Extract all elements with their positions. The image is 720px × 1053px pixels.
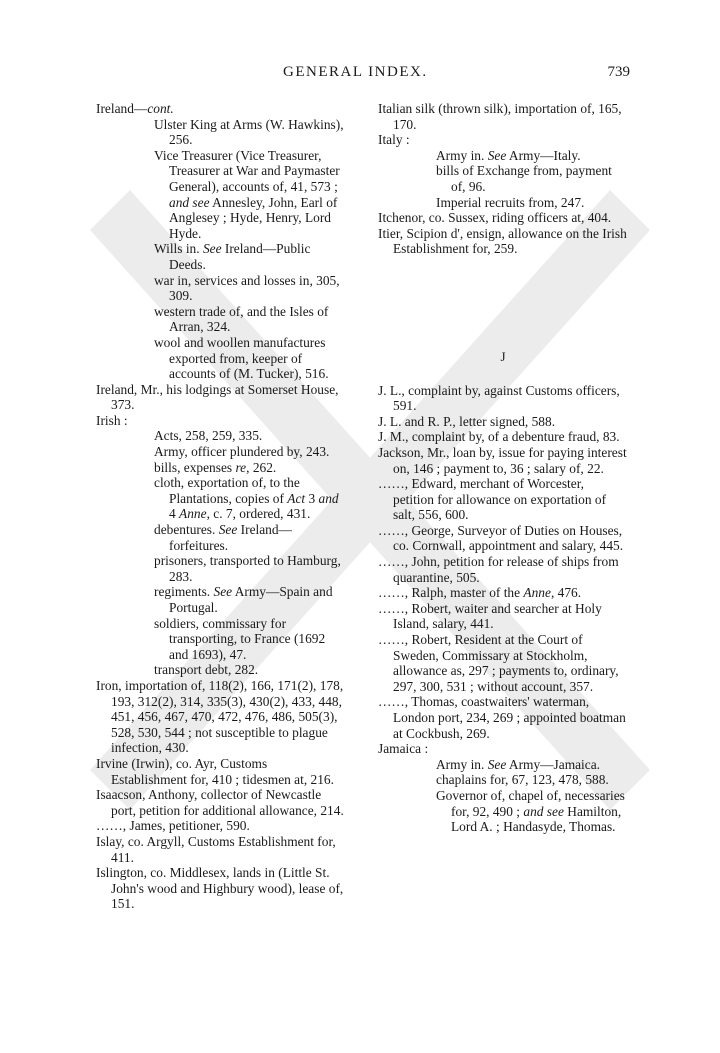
index-entry: Ireland—cont. [96, 101, 174, 116]
index-subentry: Vice Treasurer (Vice Treasurer, Treasurer at War and Paymaster General), accounts of, 41, 573 ; and see Annesley, John, Earl of Anglesey ; Hyde, Henry, Lord Hyde. [154, 147, 340, 241]
index-subentry: wool and woollen manufactures exported from, keeper of accounts of (M. Tucker), 516. [154, 334, 329, 382]
index-subentry: cloth, exportation of, to the Plantations, copies of Act 3 and 4 Anne, c. 7, ordered, 431. [154, 475, 339, 522]
index-subentry: Acts, 258, 259, 335. [154, 428, 263, 444]
index-entry: Itier, Scipion d', ensign, allowance on the Irish Establishment for, 259. [378, 225, 627, 257]
page-title: GENERAL INDEX. [283, 64, 428, 80]
index-subentry: bills, expenses re, 262. [154, 459, 277, 475]
index-subentry: Army in. See Army—Jamaica. [436, 756, 601, 772]
index-entry: ……, Edward, merchant of Worcester, petition for allowance on exportation of salt, 556, 600. [378, 476, 607, 523]
index-entry: Irish : [96, 412, 128, 428]
index-subentry: bills of Exchange from, payment of, 96. [436, 163, 612, 194]
index-entry: Jackson, Mr., loan by, issue for paying interest on, 146 ; payment to, 36 ; salary of, 22. [378, 444, 627, 476]
index-subentry: soldiers, commissary for transporting, to France (1692 and 1693), 47. [154, 615, 326, 662]
index-entry: J. L., complaint by, against Customs officers, 591. [378, 382, 620, 414]
index-subentry: debentures. See Ireland—forfeitures. [154, 522, 292, 553]
index-entry: ……, James, petitioner, 590. [96, 818, 250, 834]
index-entry: Italy : [378, 132, 410, 148]
index-entry: Ireland, Mr., his lodgings at Somerset House, 373. [96, 381, 339, 413]
index-entry: J. L. and R. P., letter signed, 588. [378, 413, 556, 429]
index-subentry: Wills in. See Ireland—Public Deeds. [154, 241, 311, 272]
index-subentry: Ulster King at Arms (W. Hawkins), 256. [154, 116, 344, 148]
index-entry: Irvine (Irwin), co. Ayr, Customs Establishment for, 410 ; tidesmen at, 216. [96, 755, 334, 787]
index-subentry: war in, services and losses in, 305, 309. [154, 272, 340, 304]
index-subentry: prisoners, transported to Hamburg, 283. [154, 553, 341, 584]
index-block-i [378, 101, 628, 257]
index-entry: Isaacson, Anthony, collector of Newcastle port, petition for additional allowance, 214. [96, 787, 344, 818]
index-entry: Islay, co. Argyll, Customs Establishment for, 411. [96, 833, 336, 865]
index-entry: Iron, importation of, 118(2), 166, 171(2), 178, 193, 312(2), 314, 335(3), 430(2), 433, 448, 451, 456, 467, 470, 472, 476, 486, 505(3), 528, 530, 544 ; not susceptible to plague infection, 430. [96, 677, 344, 756]
index-entry: ……, George, Surveyor of Duties on Houses, co. Cornwall, appointment and salary, 445. [378, 522, 624, 554]
index-entry: ……, Robert, waiter and searcher at Holy Island, salary, 441. [378, 600, 602, 632]
index-entry: ……, John, petition for release of ships from quarantine, 505. [378, 554, 619, 585]
index-subentry: chaplains for, 67, 123, 478, 588. [436, 772, 609, 788]
index-subentry: Imperial recruits from, 247. [436, 194, 585, 210]
index-entry: Italian silk (thrown silk), importation of, 165, 170. [378, 101, 622, 132]
index-block-j [378, 383, 628, 835]
index-column-right [378, 101, 628, 835]
index-subentry: western trade of, and the Isles of Arran, 324. [154, 303, 329, 335]
index-entry: J. M., complaint by, of a debenture fraud, 83. [378, 429, 620, 445]
index-subentry: transport debt, 282. [154, 662, 259, 678]
section-letter-heading: J [500, 348, 506, 364]
index-subentry: Army in. See Army—Italy. [436, 147, 581, 163]
index-subentry: regiments. See Army—Spain and Portugal. [154, 584, 333, 615]
index-subentry: Governor of, chapel of, necessaries for, 92, 490 ; and see Hamilton, Lord A. ; Handasyde, Thomas. [436, 787, 625, 835]
index-column-left [96, 101, 346, 912]
page-number: 739 [607, 64, 630, 80]
index-entry: ……, Ralph, master of the Anne, 476. [378, 585, 582, 601]
index-entry: Itchenor, co. Sussex, riding officers at, 404. [378, 210, 612, 226]
index-entry: Islington, co. Middlesex, lands in (Little St. John's wood and Highbury wood), lease of, 151. [96, 865, 344, 912]
index-subentry: Army, officer plundered by, 243. [154, 444, 330, 460]
index-entry: ……, Thomas, coastwaiters' waterman, London port, 234, 269 ; appointed boatman at Cockbush, 269. [378, 694, 626, 741]
index-entry: ……, Robert, Resident at the Court of Sweden, Commissary at Stockholm, allowance as, 297 ; payments to, ordinary, 297, 300, 531 ; without account, 357. [378, 632, 619, 694]
running-head [0, 64, 720, 88]
index-entry: Jamaica : [378, 741, 429, 757]
